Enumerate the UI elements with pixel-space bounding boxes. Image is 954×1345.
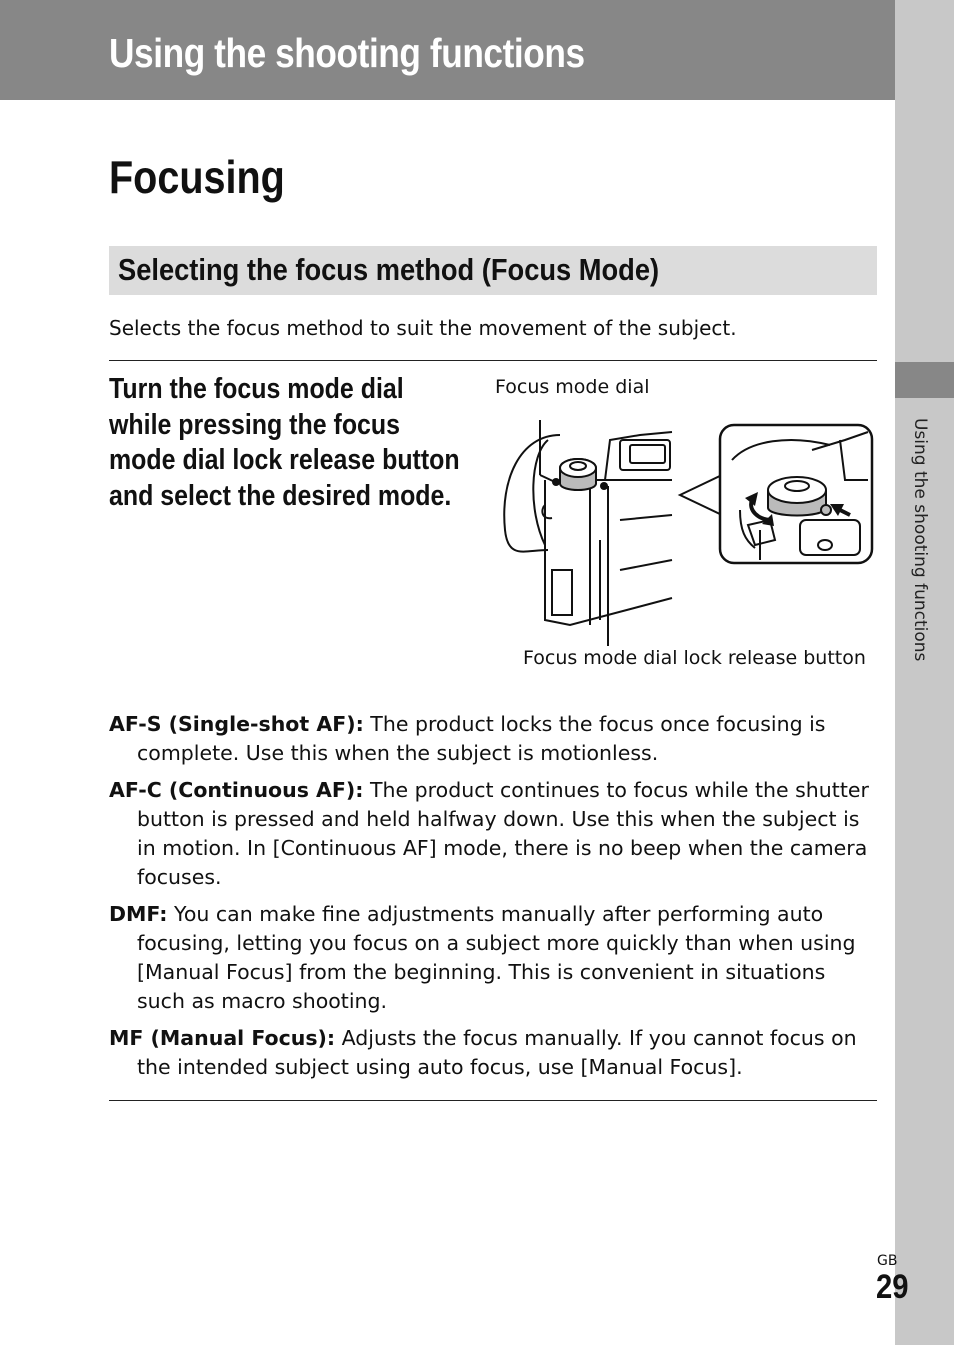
instruction-text: Turn the focus mode dial while pressing the focus mode dial lock release button and select the desired mode. <box>109 373 460 512</box>
mode-description: Adjusts the focus manually. If you cannot focus on the intended subject using auto focus, use [Manual Focus]. <box>137 1026 857 1079</box>
mode-term: MF (Manual Focus): <box>109 1026 336 1050</box>
list-item <box>109 776 879 892</box>
side-tab-marker <box>895 362 954 398</box>
callout-focus-mode-dial: Focus mode dial <box>495 376 650 398</box>
side-strip <box>895 0 954 1345</box>
list-item <box>109 710 879 768</box>
mode-description: You can make fine adjustments manually after performing auto focusing, letting you focus on a subject more quickly than when using [Manual Focus] from the beginning. This is convenient in situations such as macro shooting. <box>137 902 856 1013</box>
mode-description: The product continues to focus while the shutter button is pressed and held halfway down. Use this when the subject is in motion. In [Continuous AF] mode, there is no beep when the camera focuses. <box>137 778 869 889</box>
divider-bottom <box>109 1100 877 1101</box>
mode-description: The product locks the focus once focusing is complete. Use this when the subject is motionless. <box>137 712 826 765</box>
list-item <box>109 1024 879 1082</box>
intro-text: Selects the focus method to suit the movement of the subject. <box>109 316 737 340</box>
page-number: 29 <box>876 1268 909 1306</box>
page-title: Focusing <box>109 151 285 203</box>
subheading-box <box>109 246 877 295</box>
focus-mode-list <box>109 710 879 1090</box>
mode-term: DMF: <box>109 902 168 926</box>
region-code: GB <box>877 1253 898 1269</box>
list-item <box>109 900 879 1016</box>
mode-term: AF-C (Continuous AF): <box>109 778 364 802</box>
callout-lock-release-button: Focus mode dial lock release button <box>523 647 866 669</box>
section-title: Using the shooting functions <box>109 30 585 76</box>
camera-illustration <box>500 420 880 650</box>
divider-top <box>109 360 877 361</box>
mode-term: AF-S (Single-shot AF): <box>109 712 364 736</box>
side-tab-label: Using the shooting functions <box>910 418 930 662</box>
subheading: Selecting the focus method (Focus Mode) <box>118 252 660 287</box>
